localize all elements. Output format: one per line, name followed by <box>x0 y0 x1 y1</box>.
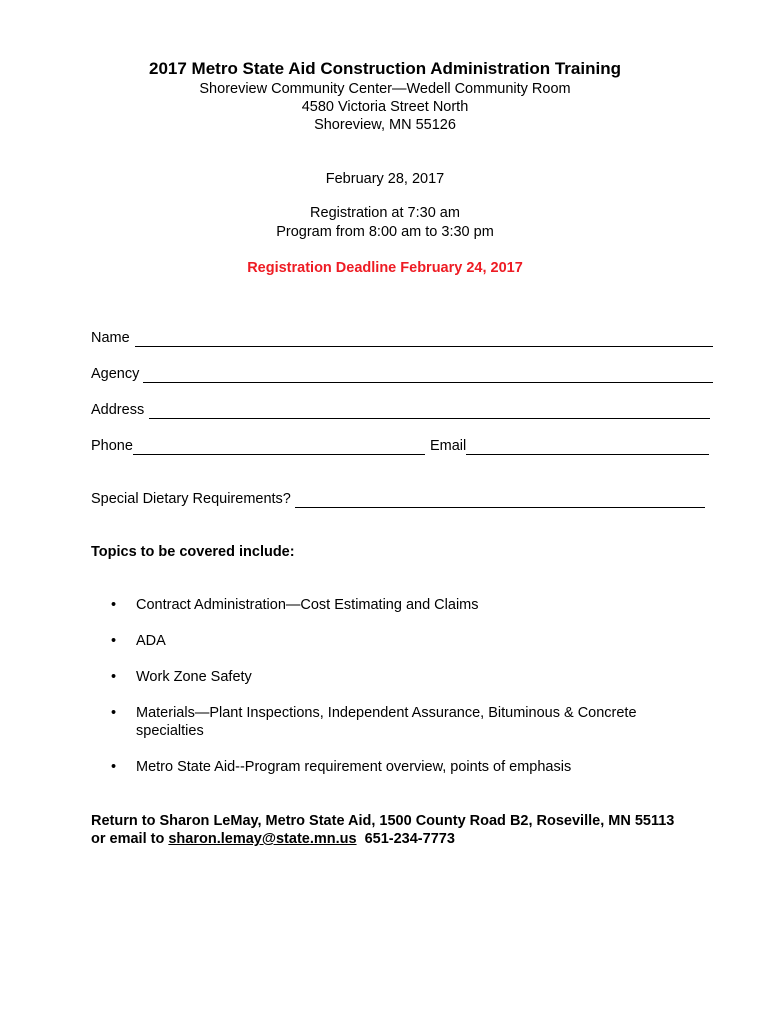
contact-phone: 651-234-7773 <box>364 831 455 847</box>
bullet-icon: • <box>111 669 117 685</box>
email-link[interactable]: sharon.lemay@state.mn.us <box>168 831 357 847</box>
phone-label: Phone <box>91 438 133 454</box>
address-field[interactable] <box>91 401 710 419</box>
bullet-icon: • <box>111 597 117 613</box>
list-item <box>91 668 691 686</box>
list-item <box>91 704 691 740</box>
email-label: Email <box>429 438 467 454</box>
name-blank-line[interactable] <box>135 332 713 347</box>
email-blank-line[interactable] <box>466 440 709 455</box>
venue-city: Shoreview, MN 55126 <box>314 117 456 133</box>
agency-blank-line[interactable] <box>143 368 713 383</box>
or-email-text: or email to <box>91 831 165 847</box>
topics-list <box>91 596 691 794</box>
topics-heading: Topics to be covered include: <box>91 544 295 560</box>
event-date: February 28, 2017 <box>325 171 445 187</box>
topic-text: ADA <box>136 633 166 649</box>
dietary-field[interactable] <box>91 490 705 508</box>
return-address: Return to Sharon LeMay, Metro State Aid, 1500 County Road B2, Roseville, MN 55113 <box>91 813 675 829</box>
name-label: Name <box>91 330 130 346</box>
agency-label: Agency <box>91 366 140 382</box>
agency-field[interactable] <box>91 365 713 383</box>
registration-time: Registration at 7:30 am <box>310 205 460 221</box>
list-item <box>91 632 691 650</box>
registration-deadline: Registration Deadline February 24, 2017 <box>247 260 523 276</box>
address-label: Address <box>91 402 145 418</box>
phone-email-row <box>91 437 709 455</box>
bullet-icon: • <box>111 759 117 775</box>
name-field[interactable] <box>91 329 713 347</box>
address-blank-line[interactable] <box>149 404 710 419</box>
program-time: Program from 8:00 am to 3:30 pm <box>276 224 494 240</box>
bullet-icon: • <box>111 705 117 721</box>
topic-text: Work Zone Safety <box>136 669 252 685</box>
bullet-icon: • <box>111 633 117 649</box>
list-item <box>91 596 691 614</box>
dietary-blank-line[interactable] <box>295 493 705 508</box>
topic-text: Contract Administration—Cost Estimating and Claims <box>136 597 479 613</box>
return-contact <box>91 830 674 848</box>
dietary-label: Special Dietary Requirements? <box>91 491 291 507</box>
list-item <box>91 758 691 776</box>
phone-blank-line[interactable] <box>133 440 425 455</box>
return-instructions <box>91 812 674 848</box>
topic-text: Metro State Aid--Program requirement overview, points of emphasis <box>136 759 572 775</box>
venue-street: 4580 Victoria Street North <box>301 99 469 115</box>
topic-text: Materials—Plant Inspections, Independent Assurance, Bituminous & Concrete specialties <box>136 705 637 739</box>
venue-name: Shoreview Community Center—Wedell Community Room <box>199 81 571 97</box>
page-title: 2017 Metro State Aid Construction Administration Training <box>149 59 621 78</box>
